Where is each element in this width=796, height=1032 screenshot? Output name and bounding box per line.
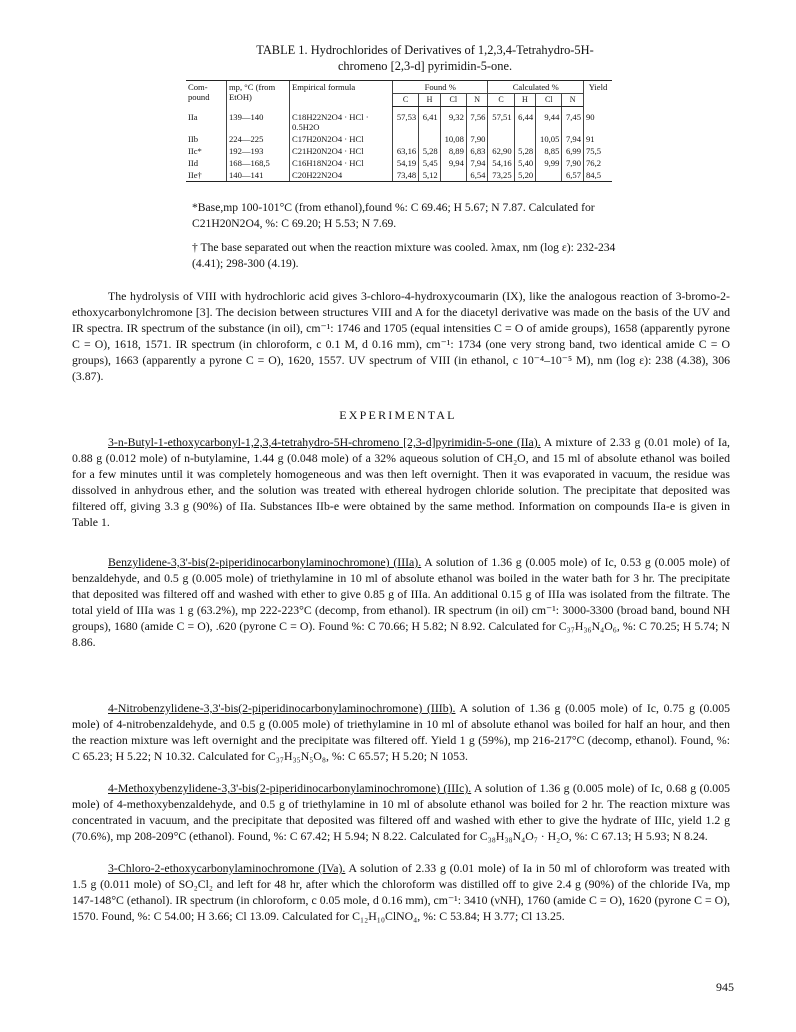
- cell-mp: 140—141: [227, 169, 290, 182]
- section-text: A solution of 1.36 g (0.005 mole) of Ic, 0.75 g (0.005 mole) of 4-nitrobenzaldehyde, and 0.5 g (0.005 mole) of triethylamine in 10 ml of absolute ethanol was boiled for half an hour, and then the reaction mixture was left overnight and the precipitate was filtered off. Yield 1 g (59%), mp 216-217°C (decomp, ethanol). Found, %: C 65.23; H 5.22; N 10.32. Calculated for C₃₇H₃₅N₅O₈, %: C 65.57; H 5.20; N 1053.: [72, 701, 730, 764]
- cell-value: 9,99: [536, 157, 562, 169]
- cell-value: 7,94: [466, 157, 488, 169]
- cell-value: [488, 133, 514, 145]
- cell-compound: IIb: [188, 133, 199, 144]
- cell-value: 5,40: [514, 157, 536, 169]
- section-title: 4-Nitrobenzylidene-3,3'-bis(2-piperidinocarbonylaminochromone) (IIIb).: [108, 701, 456, 715]
- sub-h: H: [514, 94, 536, 107]
- cell-value: 8,85: [536, 145, 562, 157]
- sub-cl: Cl: [440, 94, 466, 107]
- sub-c: C: [488, 94, 514, 107]
- col-found: Found %: [393, 81, 488, 94]
- cell-value: 6,57: [562, 169, 584, 182]
- table-row: [186, 169, 612, 182]
- cell-value: 6,41: [419, 107, 441, 133]
- cell-value: 54,19: [393, 157, 419, 169]
- cell-yield: 75,5: [584, 145, 613, 157]
- cell-compound: IIe†: [186, 169, 227, 182]
- cell-yield: 76,2: [584, 157, 613, 169]
- cell-value: [419, 133, 441, 145]
- cell-mp: 192—193: [227, 145, 290, 157]
- sub-c: C: [393, 94, 419, 107]
- cell-value: [514, 133, 536, 145]
- sub-cl: Cl: [536, 94, 562, 107]
- table-caption-line2: chromeno [2,3-d] pyrimidin-5-one.: [337, 59, 513, 73]
- cell-value: 5,28: [419, 145, 441, 157]
- cell-formula: C20H22N2O4: [290, 169, 393, 182]
- cell-value: 7,90: [466, 133, 488, 145]
- cell-yield: 91: [584, 133, 613, 145]
- cell-value: 5,28: [514, 145, 536, 157]
- intro-paragraph: The hydrolysis of VIII with hydrochloric acid gives 3-chloro-4-hydroxycoumarin (IX), like the analogous reaction of 3-bromo-2-ethoxycarbonylchromone [3]. The decision between structures VIII and A for the diacetyl derivative was made on the basis of the UV and IR spectra. IR spectrum of the substance (in oil), cm⁻¹: 1746 and 1705 (equal intensities C = O of amide groups), 1658 (apparently pyrone C = O), 1618, 1571. IR spectrum (in chloroform, c 0.1 M, d 0.16 mm), cm⁻¹: 1734 (one very strong band, two identical amide C = O groups), 1663 (apparently a pyrone C = O), 1620, 1557. UV spectrum of VIII (in ethanol, c 10⁻⁴–10⁻⁵ M), nm (log ε): 238 (4.38), 306 (3.87).: [72, 289, 730, 384]
- cell-value: 63,16: [393, 145, 419, 157]
- cell-value: 10,08: [440, 133, 466, 145]
- cell-compound: IIc*: [188, 145, 202, 156]
- data-table: [186, 80, 612, 182]
- cell-value: 73,25: [488, 169, 514, 182]
- table-footnote-dagger: † The base separated out when the reaction mixture was cooled. λmax, nm (log ε): 232-234 (4.41); 298-300 (4.19).: [192, 241, 616, 270]
- col-formula: Empirical formula: [290, 81, 393, 107]
- cell-mp: 139—140: [227, 107, 290, 133]
- section-text: A solution of 1.36 g (0.005 mole) of Ic, 0.53 g (0.005 mole) of benzaldehyde, and 0.5 g (0.005 mole) of triethylamine in 10 ml of absolute ethanol was boiled in the water bath for 3 hr. The precipitate that deposited was filtered off and washed with ether to give 0.85 g of IIIa. An additional 0.15 g of IIIa was isolated from the filtrate. The total yield of IIIa was 1 g (63.2%), mp 222-223°C (decomp, from ethanol). IR spectrum (in oil) cm⁻¹: 3000-3300 (broad band, bound NH groups), 1680 (amide C = O), .620 (pyrone C = O). Found %: C 70.66; H 5.82; N 8.92. Calculated for C₃₇H₃₆N₄O₆, %: C 70.25; H 5.74; N 8.86.: [72, 555, 730, 650]
- cell-value: 5,12: [419, 169, 441, 182]
- cell-compound: IId: [188, 157, 199, 168]
- cell-value: 9,44: [536, 107, 562, 133]
- cell-value: 7,45: [562, 107, 584, 133]
- col-yield: Yield: [584, 81, 613, 107]
- cell-value: 9,94: [440, 157, 466, 169]
- sub-n: N: [466, 94, 488, 107]
- cell-yield: 84,5: [584, 169, 613, 182]
- cell-yield: 90: [584, 107, 613, 133]
- col-compound: Com-pound: [186, 81, 227, 107]
- cell-mp: 168—168,5: [227, 157, 290, 169]
- cell-formula: C21H20N2O4 · HCl: [290, 145, 393, 157]
- cell-mp: 224—225: [227, 133, 290, 145]
- cell-value: 7,90: [562, 157, 584, 169]
- cell-value: 6,83: [466, 145, 488, 157]
- table-row: [186, 145, 612, 157]
- col-mp: mp, °C (from EtOH): [227, 81, 290, 107]
- cell-value: 5,45: [419, 157, 441, 169]
- section-iiib: [72, 700, 730, 764]
- table-row: [186, 133, 612, 145]
- section-text: A solution of 1.36 g (0.005 mole) of Ic, 0.68 g (0.005 mole) of 4-methoxybenzaldehyde, and 0.5 g of triethylamine in 10 ml of absolute ethanol was boiled for 2 hr. The reaction mixture was concentrated in vacuum, and the precipitate that deposited was filtered off and washed with ether to give the hydrate of IIIc, yield 1.2 g (70.6%), mp 208-209°C (ethanol). Found, %: C 67.42; H 5.94; N 8.22. Calculated for C₃₈H₃₈N₄O₇ · H₂O, %: C 67.13; H 5.93; N 8.24.: [72, 781, 730, 844]
- cell-value: 7,56: [466, 107, 488, 133]
- cell-value: 6,44: [514, 107, 536, 133]
- cell-compound: IIa: [188, 111, 198, 122]
- cell-value: 57,51: [488, 107, 514, 133]
- table-row: [186, 107, 612, 133]
- table-footnote-base: *Base,mp 100-101°C (from ethanol),found %: C 69.46; H 5.67; N 7.87. Calculated for C21H20N2O4, %: C 69.20; H 5.53; N 7.69.: [192, 201, 595, 230]
- experimental-heading: EXPERIMENTAL: [339, 408, 457, 422]
- col-calculated: Calculated %: [488, 81, 584, 94]
- section-iia: [72, 434, 730, 531]
- cell-formula: C16H18N2O4 · HCl: [290, 157, 393, 169]
- cell-value: 57,53: [393, 107, 419, 133]
- cell-value: 8,89: [440, 145, 466, 157]
- table-caption-line1: TABLE 1. Hydrochlorides of Derivatives of 1,2,3,4-Tetrahydro-5H-: [256, 43, 594, 57]
- section-title: 3-n-Butyl-1-ethoxycarbonyl-1,2,3,4-tetrahydro-5H-chromeno [2,3-d]pyrimidin-5-one (IIa).: [108, 435, 541, 449]
- section-title: 3-Chloro-2-ethoxycarbonylaminochromone (IVa).: [108, 861, 346, 875]
- section-title: Benzylidene-3,3'-bis(2-piperidinocarbonylaminochromone) (IIIa).: [108, 555, 422, 569]
- table-caption: [190, 42, 660, 74]
- cell-value: 54,16: [488, 157, 514, 169]
- table-row: [186, 157, 612, 169]
- section-text: A mixture of 2.33 g (0.01 mole) of Ia, 0.88 g (0.012 mole) of n-butylamine, 1.44 g (0.048 mole) of a 32% aqueous solution of CH₂O, and 15 ml of absolute ethanol was boiled for a few minutes until it was completely homogeneous and was then left overnight. Then it was evaporated in vacuum, the residue was dissolved in anhydrous ether, and the solution was treated with ethereal hydrogen chloride solution. The precipitate that deposited was filtered off, giving 3.3 g (90%) of IIa. Substances IIb-e were obtained by the same method. Information on compounds IIa-e is given in Table 1.: [72, 435, 731, 530]
- cell-value: [393, 133, 419, 145]
- cell-value: [440, 169, 466, 182]
- section-iiic: [72, 780, 730, 844]
- cell-value: 6,99: [562, 145, 584, 157]
- cell-formula: C18H22N2O4 · HCl · 0.5H2O: [290, 107, 393, 133]
- cell-value: 5,20: [514, 169, 536, 182]
- cell-value: 10,05: [536, 133, 562, 145]
- section-iva: [72, 860, 730, 924]
- cell-value: 6,54: [466, 169, 488, 182]
- section-title: 4-Methoxybenzylidene-3,3'-bis(2-piperidinocarbonylaminochromone) (IIIc).: [108, 781, 472, 795]
- cell-formula: C17H20N2O4 · HCl: [290, 133, 393, 145]
- cell-value: 73,48: [393, 169, 419, 182]
- cell-value: 7,94: [562, 133, 584, 145]
- sub-n: N: [562, 94, 584, 107]
- section-iiia: [72, 554, 730, 651]
- cell-value: 62,90: [488, 145, 514, 157]
- cell-value: 9,32: [440, 107, 466, 133]
- section-text: A solution of 2.33 g (0.01 mole) of Ia in 50 ml of chloroform was treated with 1.5 g (0.011 mole) of SO₂Cl₂ and left for 48 hr, after which the chloroform was distilled off to give 2.4 g (90%) of the chloride IVa, mp 147-148°C (ethanol). IR spectrum (in chloroform, c 0.05 mole, d 0.16 mm), cm⁻¹: 3410 (νNH), 1760 (amide C = O), 1620 (pyrone C = O), 1570. Found, %: C 54.00; H 3.66; Cl 13.09. Calculated for C₁₂H₁₀ClNO₄, %: C 53.84; H 3.77; Cl 13.25.: [72, 861, 730, 924]
- page-number: 945: [716, 980, 734, 994]
- sub-h: H: [419, 94, 441, 107]
- cell-value: [536, 169, 562, 182]
